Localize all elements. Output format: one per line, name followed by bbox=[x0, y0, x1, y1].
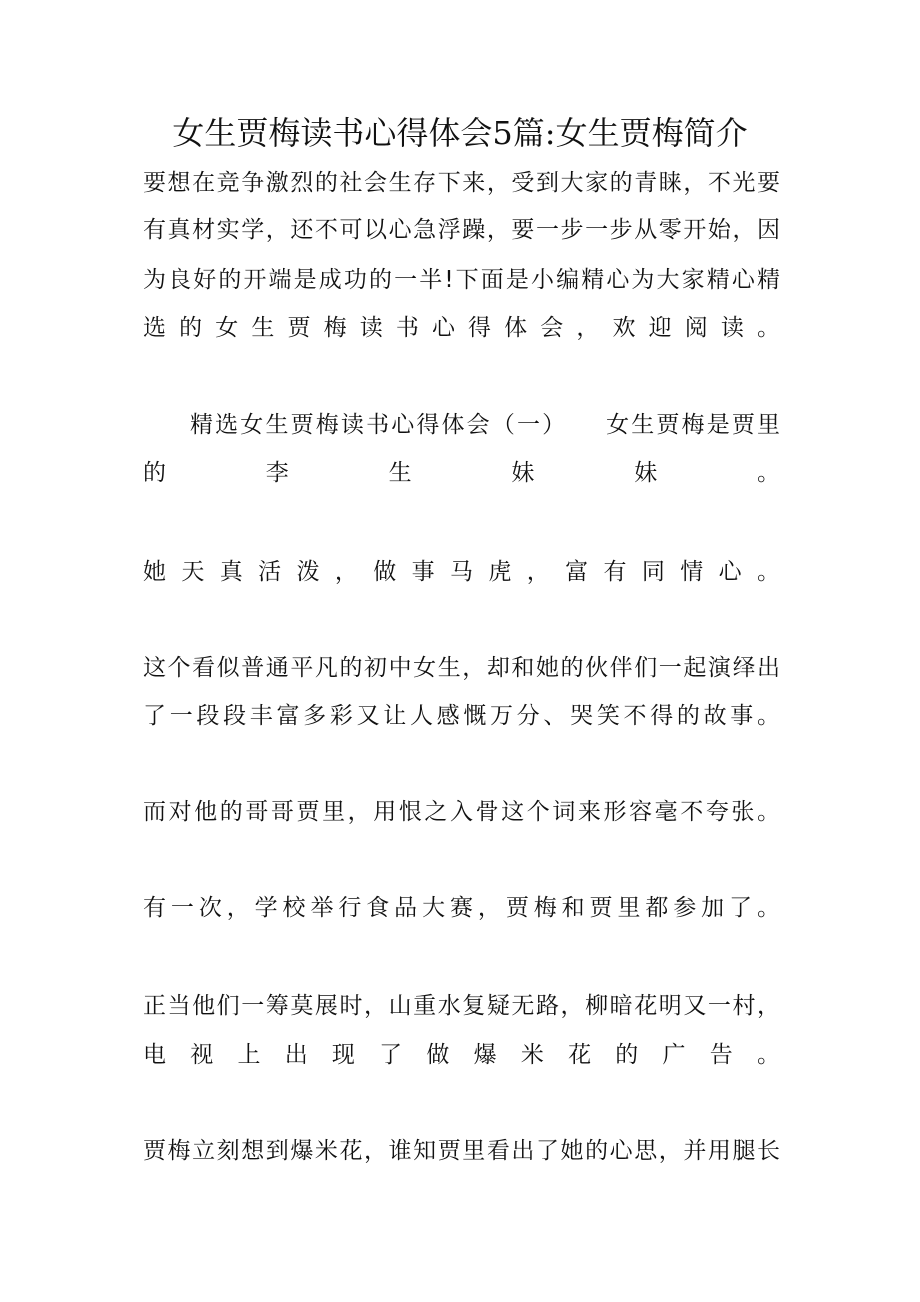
paragraph-line: 正当他们一筹莫展时，山重水复疑无路，柳暗花明又一村， bbox=[143, 993, 782, 1019]
paragraph-line: 的李生妹妹。 bbox=[143, 460, 880, 486]
paragraph-line: 要想在竞争激烈的社会生存下来，受到大家的青睐，不光要 bbox=[143, 170, 782, 196]
paragraph-line: 这个看似普通平凡的初中女生，却和她的伙伴们一起演绎出 bbox=[143, 655, 782, 681]
paragraph-line: 有真材实学，还不可以心急浮躁，要一步一步从零开始，因 bbox=[143, 217, 782, 243]
paragraph-line: 为良好的开端是成功的一半!下面是小编精心为大家精心精 bbox=[143, 267, 783, 293]
paragraph-line: 了一段段丰富多彩又让人感慨万分、哭笑不得的故事。 bbox=[143, 703, 784, 729]
section-heading-line: 精选女生贾梅读书心得体会（一） 女生贾梅是贾里 bbox=[190, 412, 783, 438]
paragraph-line: 而对他的哥哥贾里，用恨之入骨这个词来形容毫不夸张。 bbox=[143, 799, 783, 825]
paragraph-line: 她天真活泼，做事马虎，富有同情心。 bbox=[143, 559, 796, 585]
document-title: 女生贾梅读书心得体会5篇:女生贾梅简介 bbox=[172, 114, 748, 152]
paragraph-line: 贾梅立刻想到爆米花，谁知贾里看出了她的心思，并用腿长 bbox=[143, 1138, 782, 1164]
paragraph-line: 选的女生贾梅读书心得体会，欢迎阅读。 bbox=[143, 315, 794, 341]
paragraph-line: 有一次，学校举行食品大赛，贾梅和贾里都参加了。 bbox=[143, 895, 785, 921]
paragraph-line: 电视上出现了做爆米花的广告。 bbox=[143, 1042, 805, 1068]
